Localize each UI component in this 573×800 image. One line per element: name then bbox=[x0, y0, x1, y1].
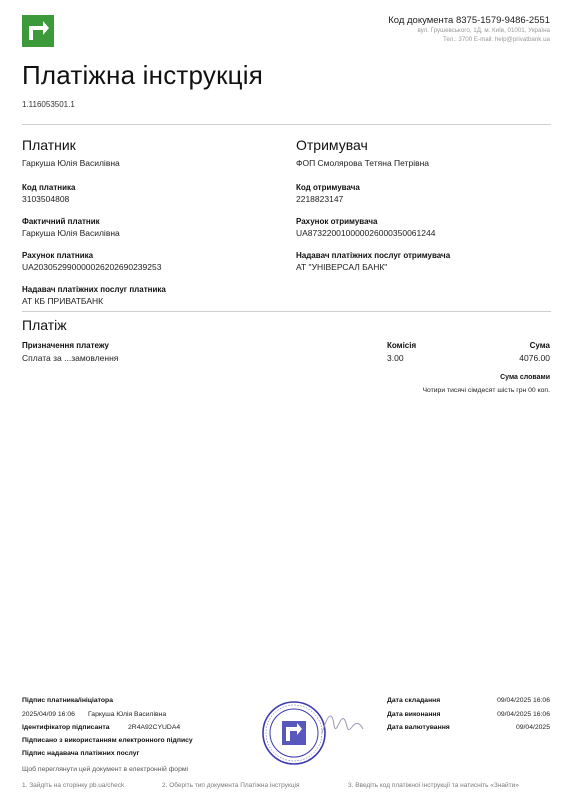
recipient-provider-label: Надавач платіжних послуг отримувача bbox=[296, 251, 451, 260]
created-date-value: 09/04/2025 16:06 bbox=[497, 697, 550, 704]
divider bbox=[22, 311, 551, 312]
payer-name: Гаркуша Юлія Василівна bbox=[22, 158, 120, 168]
signature-name: Гаркуша Юлія Василівна bbox=[88, 711, 167, 718]
amount-words-label: Сума словами bbox=[500, 374, 550, 381]
recipient-account-value: UA873220010000026000350061244 bbox=[296, 228, 436, 238]
purpose-label: Призначення платежу bbox=[22, 341, 110, 350]
signature-date: 2025/04/09 16:06 bbox=[22, 711, 75, 718]
fee-value: 3.00 bbox=[387, 353, 404, 363]
fee-label: Комісія bbox=[387, 341, 417, 350]
step-enter-code: 3. Введіть код платіжної інструкції та натисніть «Знайти» bbox=[348, 782, 519, 789]
value-date-label: Дата валютування bbox=[387, 724, 450, 731]
signature-scribble-icon bbox=[318, 705, 366, 741]
executed-date-value: 09/04/2025 16:06 bbox=[497, 711, 550, 718]
amount-words-value: Чотири тисячі сімдесят шість грн 00 коп. bbox=[422, 387, 550, 394]
payer-section bbox=[22, 137, 282, 319]
payer-code-label: Код платника bbox=[22, 183, 76, 192]
bank-address bbox=[417, 27, 550, 44]
payer-account-value: UA203052990000026202690239253 bbox=[22, 262, 162, 272]
payment-title: Платіж bbox=[22, 317, 67, 333]
recipient-title: Отримувач bbox=[296, 137, 368, 153]
recipient-name: ФОП Смолярова Тетяна Петрівна bbox=[296, 158, 430, 168]
recipient-code-value: 2218823147 bbox=[296, 194, 344, 204]
document-number: 1.116053501.1 bbox=[22, 100, 75, 109]
page-title: Платіжна інструкція bbox=[22, 60, 263, 90]
executed-date-label: Дата виконання bbox=[387, 711, 441, 718]
created-date-label: Дата складання bbox=[387, 697, 441, 704]
view-hint: Щоб переглянути цей документ в електронній формі bbox=[22, 766, 189, 773]
recipient-section bbox=[296, 137, 556, 285]
amount-label: Сума bbox=[529, 341, 550, 350]
step-choose-type: 2. Оберіть тип документа Платіжна інструкція bbox=[162, 782, 300, 789]
provider-signature-note: Підпис надавача платіжних послуг bbox=[22, 750, 140, 757]
purpose-value: Сплата за ...замовлення bbox=[22, 353, 119, 363]
recipient-code-label: Код отримувача bbox=[296, 183, 360, 192]
value-date-value: 09/04/2025 bbox=[515, 724, 550, 731]
payer-provider-label: Надавач платіжних послуг платника bbox=[22, 285, 166, 294]
signature-label: Підпис платника/ініціатора bbox=[22, 697, 113, 704]
divider bbox=[22, 124, 551, 125]
signer-id-value: 2R4A92CYUDA4 bbox=[128, 724, 181, 731]
payer-title: Платник bbox=[22, 137, 76, 153]
address-line: вул. Грушевського, 1Д, м. Київ, 01001, Україна bbox=[417, 27, 550, 34]
payer-code-value: 3103504808 bbox=[22, 194, 70, 204]
actual-payer-label: Фактичний платник bbox=[22, 217, 100, 226]
step-check-link[interactable]: 1. Зайдіть на сторінку pb.ua/check bbox=[22, 782, 125, 789]
payer-provider-value: АТ КБ ПРИВАТБАНК bbox=[22, 296, 104, 306]
amount-value: 4076.00 bbox=[519, 353, 550, 363]
recipient-provider-value: АТ "УНІВЕРСАЛ БАНК" bbox=[296, 262, 388, 272]
actual-payer-value: Гаркуша Юлія Василівна bbox=[22, 228, 120, 238]
recipient-account-label: Рахунок отримувача bbox=[296, 217, 378, 226]
document-code: Код документа 8375-1579-9486-2551 bbox=[388, 15, 550, 26]
privatbank-logo-icon bbox=[22, 15, 54, 47]
payer-account-label: Рахунок платника bbox=[22, 251, 94, 260]
contact-line: Тел.: 3700 E-mail: help@privatbank.ua bbox=[442, 35, 550, 43]
e-signature-note: Підписано з використанням електронного підпису bbox=[22, 737, 193, 744]
signer-id-label: Ідентифікатор підписанта bbox=[22, 724, 110, 731]
